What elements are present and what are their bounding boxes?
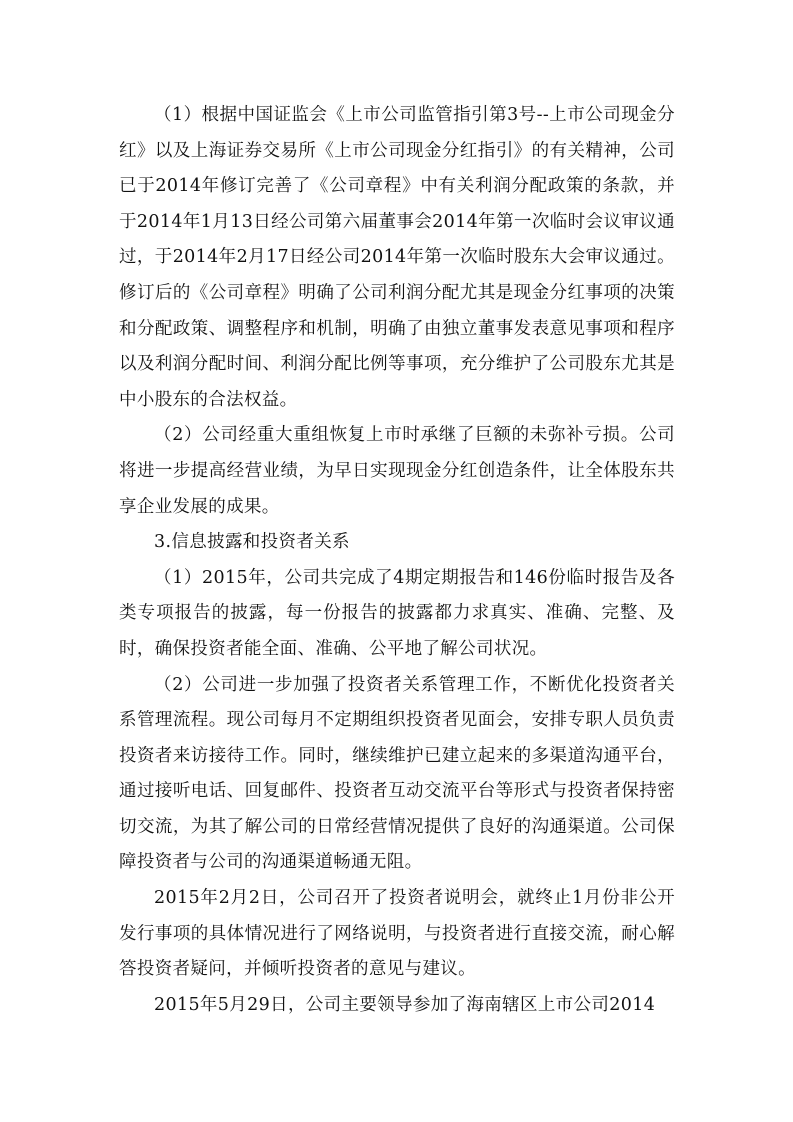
document-body bbox=[119, 98, 675, 1023]
paragraph-investor-relations-management: （2）公司进一步加强了投资者关系管理工作，不断优化投资者关系管理流程。现公司每月不定期组织投资者见面会，安排专职人员负责投资者来访接待工作。同时，继续维护已建立起来的多渠道沟通平台，通过接听电话、回复邮件、投资者互动交流平台等形式与投资者保持密切交流，为其了解公司的日常经营情况提供了良好的沟通渠道。公司保障投资者与公司的沟通渠道畅通无阻。 bbox=[119, 674, 675, 873]
paragraph-may-29-event: 2015年5月29日，公司主要领导参加了海南辖区上市公司2014 bbox=[154, 994, 656, 1015]
section-heading-disclosure-investor-relations: 3.信息披露和投资者关系 bbox=[154, 532, 350, 553]
paragraph-uncovered-losses: （2）公司经重大重组恢复上市时承继了巨额的未弥补亏损。公司将进一步提高经营业绩，为早日实现现金分红创造条件，让全体股东共享企业发展的成果。 bbox=[119, 425, 675, 517]
paragraph-investor-briefing-feb: 2015年2月2日，公司召开了投资者说明会，就终止1月份非公开发行事项的具体情况进行了网络说明，与投资者进行直接交流，耐心解答投资者疑问，并倾听投资者的意见与建议。 bbox=[119, 888, 675, 980]
paragraph-profit-distribution-policy: （1）根据中国证监会《上市公司监管指引第3号--上市公司现金分红》以及上海证券交易所《上市公司现金分红指引》的有关精神，公司已于2014年修订完善了《公司章程》中有关利润分配政策的条款，并于2014年1月13日经公司第六届董事会2014年第一次临时会议审议通过，于2014年2月17日经公司2014年第一次临时股东大会审议通过。修订后的《公司章程》明确了公司利润分配尤其是现金分红事项的决策和分配政策、调整程序和机制，明确了由独立董事发表意见事项和程序以及利润分配时间、利润分配比例等事项，充分维护了公司股东尤其是中小股东的合法权益。 bbox=[119, 105, 675, 410]
paragraph-2015-reports: （1）2015年，公司共完成了4期定期报告和146份临时报告及各类专项报告的披露，每一份报告的披露都力求真实、准确、完整、及时，确保投资者能全面、准确、公平地了解公司状况。 bbox=[119, 567, 675, 659]
